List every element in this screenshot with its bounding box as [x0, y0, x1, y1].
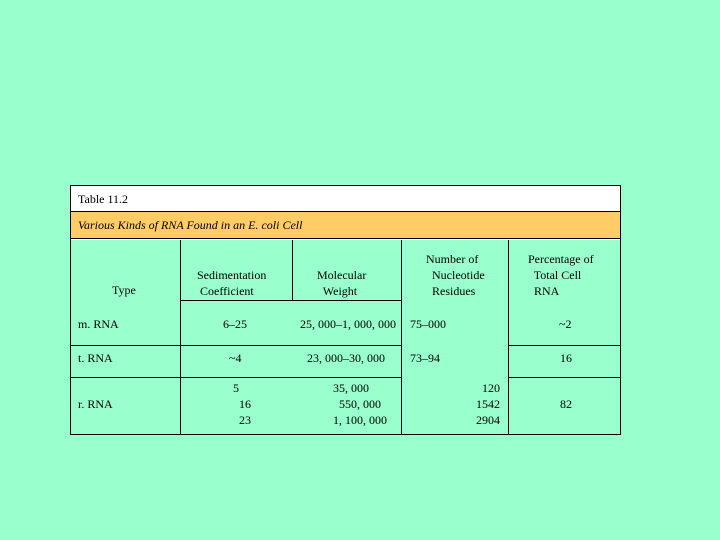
cell-sedimentation: ~4 — [229, 351, 242, 365]
table-body — [71, 240, 620, 434]
row-divider — [71, 345, 180, 346]
cell-molecular-weight: 23, 000–30, 000 — [307, 351, 385, 365]
row-divider — [180, 300, 401, 301]
cell-percentage: 16 — [560, 351, 572, 365]
row-divider — [71, 377, 180, 378]
header-molecular-weight: Molecular Weight — [317, 268, 367, 298]
header-residues: Number of Nucleotide Residues — [426, 252, 485, 298]
cell-residues: 75–000 — [410, 317, 446, 331]
cell-type: m. RNA — [78, 317, 119, 331]
cell-percentage: 82 — [560, 397, 572, 411]
rna-table — [70, 185, 621, 435]
column-divider — [508, 240, 509, 434]
cell-residues: 73–94 — [410, 351, 440, 365]
cell-type: t. RNA — [78, 351, 113, 365]
cell-type: r. RNA — [78, 397, 113, 411]
row-divider — [508, 377, 620, 378]
table-subtitle: Various Kinds of RNA Found in an E. coli Cell — [71, 212, 620, 239]
header-type: Type — [112, 283, 136, 297]
header-divider — [292, 240, 293, 300]
table-title: Table 11.2 — [71, 186, 620, 212]
header-percentage: Percentage of Total Cell RNA — [528, 252, 594, 298]
column-divider — [180, 240, 181, 434]
column-divider — [401, 240, 402, 434]
header-sedimentation: Sedimentation Coefficient — [197, 268, 267, 298]
row-divider — [180, 377, 401, 378]
row-divider — [180, 345, 401, 346]
cell-molecular-weight: 35, 000 550, 000 1, 100, 000 — [333, 381, 387, 427]
cell-sedimentation: 6–25 — [223, 317, 247, 331]
row-divider — [508, 345, 620, 346]
cell-molecular-weight: 25, 000–1, 000, 000 — [300, 317, 396, 331]
cell-residues: 120 1542 2904 — [476, 381, 500, 427]
cell-percentage: ~2 — [559, 317, 572, 331]
cell-sedimentation: 5 16 23 — [233, 381, 251, 427]
